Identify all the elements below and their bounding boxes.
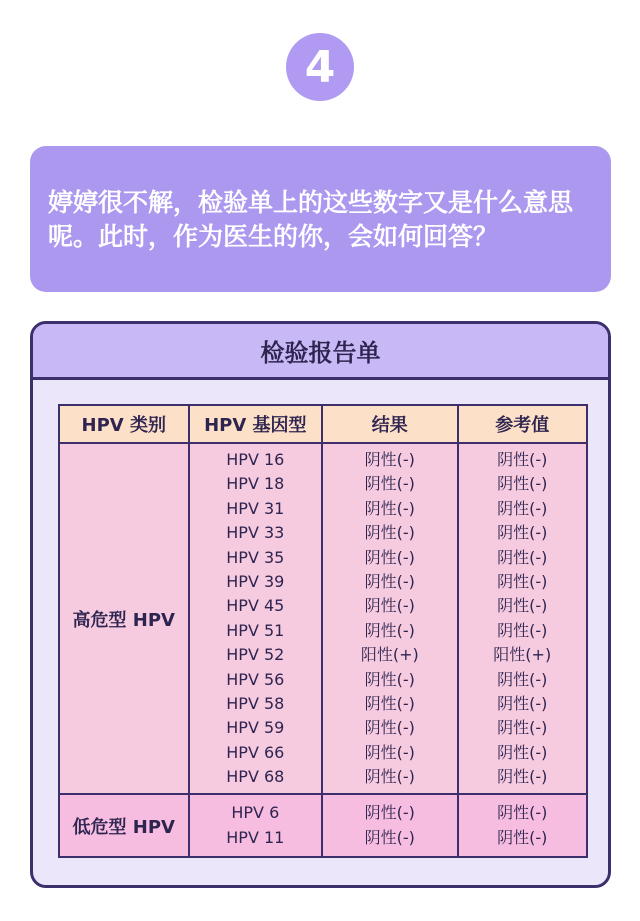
genotype-cell: HPV 52 bbox=[226, 645, 285, 665]
result-cell: 阴性(-) bbox=[364, 547, 415, 567]
result-cell: 阴性(-) bbox=[364, 620, 415, 640]
question-box bbox=[30, 146, 611, 292]
result-cell: 阴性(-) bbox=[364, 827, 415, 847]
result-cell: 阴性(-) bbox=[364, 571, 415, 591]
header-reference: 参考值 bbox=[458, 405, 588, 443]
genotype-cell: HPV 16 bbox=[226, 450, 285, 469]
genotype-cell: HPV 33 bbox=[226, 523, 285, 543]
report-card bbox=[30, 321, 611, 888]
genotype-cell: HPV 35 bbox=[226, 547, 285, 567]
genotype-cell: HPV 11 bbox=[226, 827, 285, 847]
genotype-cell: HPV 45 bbox=[226, 596, 285, 616]
reference-cell: 阳性(+) bbox=[493, 645, 552, 665]
genotype-cell: HPV 66 bbox=[226, 742, 285, 762]
reference-cell: 阴性(-) bbox=[497, 669, 548, 689]
genotype-cell: HPV 31 bbox=[226, 498, 285, 518]
result-cell: 阴性(-) bbox=[364, 767, 415, 787]
reference-cell: 阴性(-) bbox=[497, 498, 548, 518]
reference-cell: 阴性(-) bbox=[497, 742, 548, 762]
result-list bbox=[322, 443, 457, 794]
high-risk-group-row bbox=[59, 443, 587, 794]
result-cell: 阴性(-) bbox=[364, 718, 415, 738]
genotype-cell: HPV 58 bbox=[226, 693, 285, 713]
result-cell: 阴性(-) bbox=[364, 450, 415, 469]
result-cell: 阴性(-) bbox=[364, 803, 415, 823]
header-hpv-category: HPV 类别 bbox=[59, 405, 189, 443]
low-risk-group-row bbox=[59, 794, 587, 857]
reference-cell: 阴性(-) bbox=[497, 693, 548, 713]
result-cell: 阴性(-) bbox=[364, 498, 415, 518]
reference-cell: 阴性(-) bbox=[497, 767, 548, 787]
reference-cell: 阴性(-) bbox=[497, 620, 548, 640]
genotype-cell: HPV 68 bbox=[226, 767, 285, 787]
question-text: 婷婷很不解，检验单上的这些数字又是什么意思呢。此时，作为医生的你，会如何回答？ bbox=[48, 188, 574, 251]
reference-cell: 阴性(-) bbox=[497, 523, 548, 543]
reference-list bbox=[458, 794, 588, 857]
reference-cell: 阴性(-) bbox=[497, 547, 548, 567]
reference-cell: 阴性(-) bbox=[497, 474, 548, 494]
hpv-results-table bbox=[58, 404, 588, 858]
reference-cell: 阴性(-) bbox=[497, 596, 548, 616]
genotype-cell: HPV 59 bbox=[226, 718, 285, 738]
report-title: 检验报告单 bbox=[33, 324, 608, 380]
reference-cell: 阴性(-) bbox=[497, 803, 548, 823]
reference-cell: 阴性(-) bbox=[497, 450, 548, 469]
category-low-risk: 低危型 HPV bbox=[59, 794, 189, 857]
result-cell: 阴性(-) bbox=[364, 596, 415, 616]
result-cell: 阴性(-) bbox=[364, 474, 415, 494]
table-header-row bbox=[59, 405, 587, 443]
genotype-cell: HPV 51 bbox=[226, 620, 285, 640]
result-cell: 阳性(+) bbox=[360, 645, 419, 665]
header-result: 结果 bbox=[322, 405, 457, 443]
result-cell: 阴性(-) bbox=[364, 669, 415, 689]
reference-cell: 阴性(-) bbox=[497, 718, 548, 738]
header-hpv-genotype: HPV 基因型 bbox=[189, 405, 323, 443]
reference-cell: 阴性(-) bbox=[497, 827, 548, 847]
result-cell: 阴性(-) bbox=[364, 693, 415, 713]
genotype-list bbox=[189, 794, 323, 857]
result-list bbox=[322, 794, 457, 857]
genotype-list bbox=[189, 443, 323, 794]
step-number-badge: 4 bbox=[286, 33, 354, 101]
result-cell: 阴性(-) bbox=[364, 523, 415, 543]
genotype-cell: HPV 18 bbox=[226, 474, 285, 494]
genotype-cell: HPV 56 bbox=[226, 669, 285, 689]
result-cell: 阴性(-) bbox=[364, 742, 415, 762]
genotype-cell: HPV 39 bbox=[226, 571, 285, 591]
category-high-risk: 高危型 HPV bbox=[59, 443, 189, 794]
reference-cell: 阴性(-) bbox=[497, 571, 548, 591]
genotype-cell: HPV 6 bbox=[231, 803, 280, 823]
reference-list bbox=[458, 443, 588, 794]
